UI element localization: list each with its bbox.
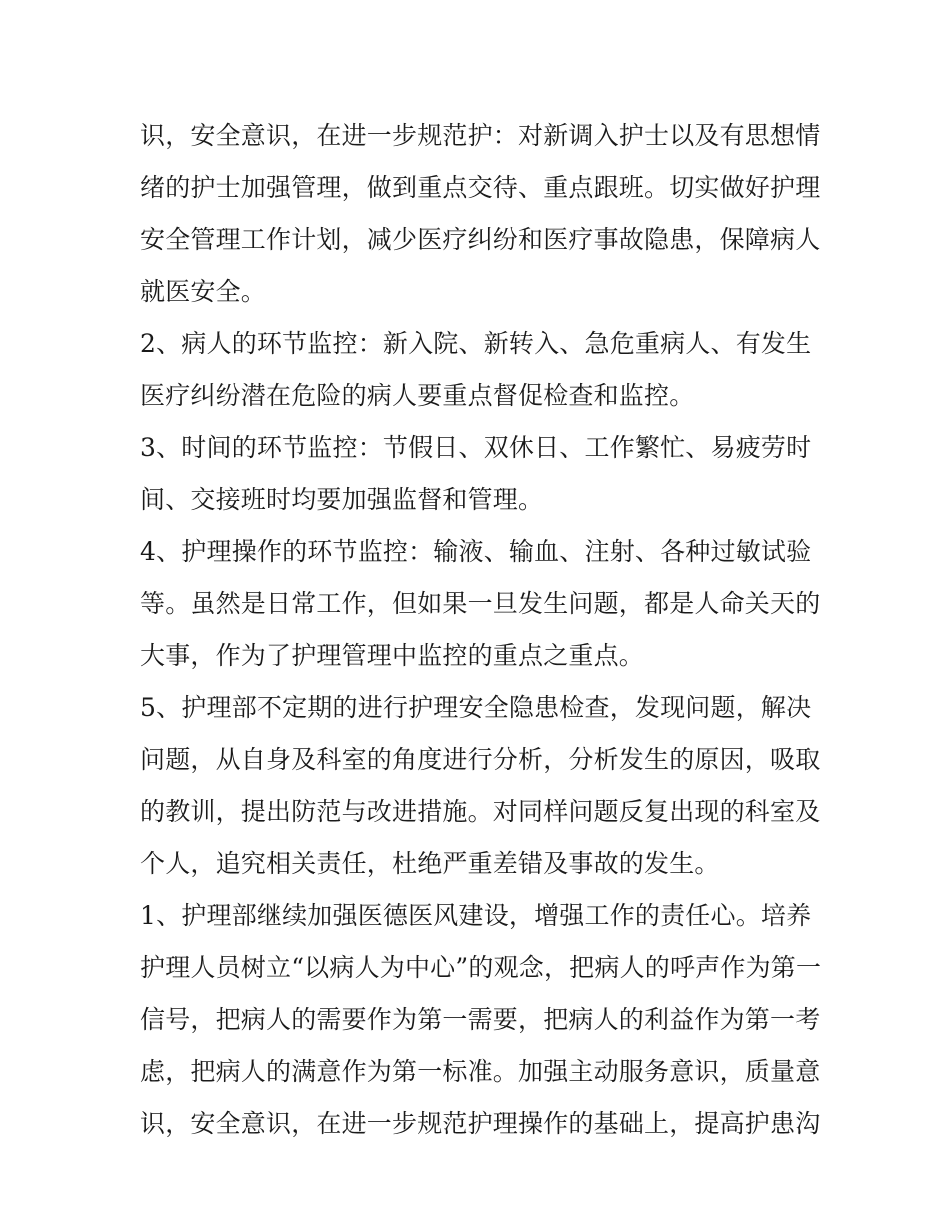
text-line: 等。虽然是日常工作，但如果一旦发生问题，都是人命关天的 (140, 589, 821, 618)
text-line: 识，安全意识，在进一步规范护理操作的基础上，提高护患沟 (140, 1109, 821, 1138)
text-line: 2、病人的环节监控：新入院、新转入、急危重病人、有发生 (140, 329, 812, 358)
text-line: 4、护理操作的环节监控：输液、输血、注射、各种过敏试验 (140, 537, 812, 566)
text-line: 识，安全意识，在进一步规范护：对新调入护士以及有思想情 (140, 121, 821, 150)
text-line: 信号，把病人的需要作为第一需要，把病人的利益作为第一考 (140, 1005, 821, 1034)
text-line: 5、护理部不定期的进行护理安全隐患检查，发现问题，解决 (140, 693, 812, 722)
text-line: 间、交接班时均要加强监督和管理。 (140, 485, 544, 514)
text-line: 问题，从自身及科室的角度进行分析，分析发生的原因，吸取 (140, 745, 821, 774)
text-line: 就医安全。 (140, 277, 267, 306)
text-line: 3、时间的环节监控：节假日、双休日、工作繁忙、易疲劳时 (140, 433, 812, 462)
text-line: 1、护理部继续加强医德医风建设，增强工作的责任心。培养 (140, 901, 812, 930)
text-line: 大事，作为了护理管理中监控的重点之重点。 (140, 641, 645, 670)
text-line: 虑，把病人的满意作为第一标准。加强主动服务意识，质量意 (140, 1057, 821, 1086)
text-line: 护理人员树立“以病人为中心”的观念，把病人的呼声作为第一 (140, 953, 822, 982)
document-body (140, 110, 820, 1150)
text-line: 个人，追究相关责任，杜绝严重差错及事故的发生。 (140, 849, 720, 878)
text-line: 安全管理工作计划，减少医疗纠纷和医疗事故隐患，保障病人 (140, 225, 821, 254)
text-line: 医疗纠纷潜在危险的病人要重点督促检查和监控。 (140, 381, 695, 410)
text-line: 绪的护士加强管理，做到重点交待、重点跟班。切实做好护理 (140, 173, 821, 202)
text-line: 的教训，提出防范与改进措施。对同样问题反复出现的科室及 (140, 797, 821, 826)
